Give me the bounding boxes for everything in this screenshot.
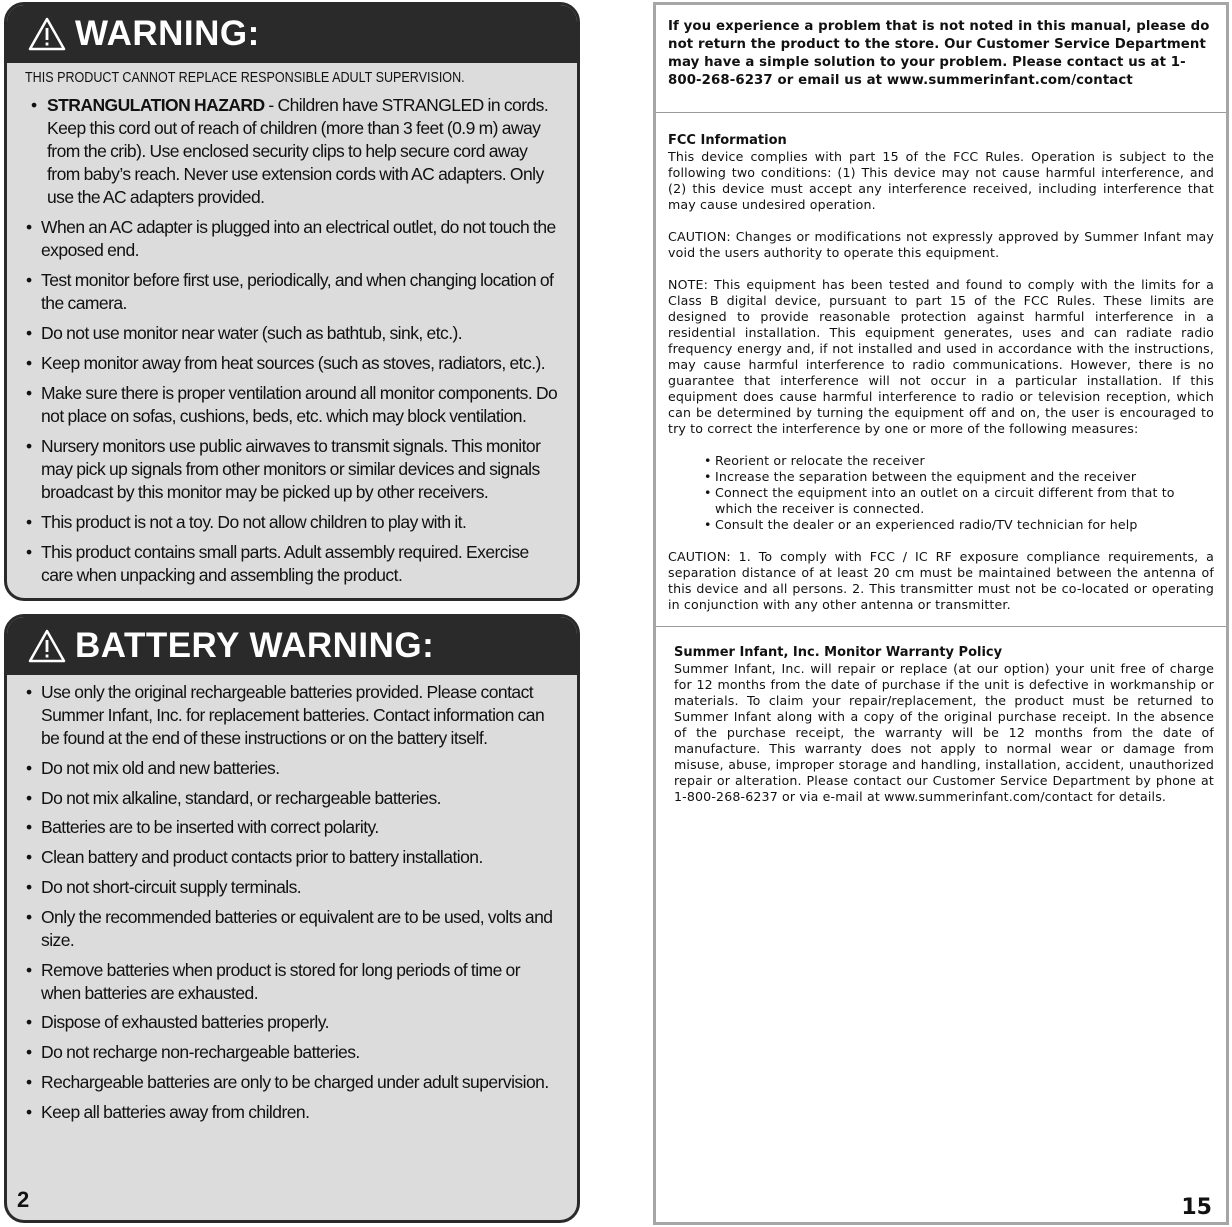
fcc-paragraph: This device complies with part 15 of the FCC Rules. Operation is subject to the following two conditions: (1) This device may not cause harmful interference, and (2) this device must accept any interference received, including interference that may cause undesired operation. (668, 149, 1214, 212)
fcc-title: FCC Information (668, 133, 787, 148)
fcc-rf-caution: CAUTION: 1. To comply with FCC / IC RF exposure compliance requirements, a separation distance of at least 20 cm must be maintained between the antenna of this device and all persons. 2. This transmitter must not be co-located or operating in conjunction with any other antenna or transmitter. (668, 549, 1214, 612)
battery-warning-header (7, 617, 577, 675)
list-item: • Reorient or relocate the receiver (702, 453, 1214, 469)
battery-warning-title: BATTERY WARNING: (75, 626, 435, 665)
list-item: • Batteries are to be inserted with correct polarity. (25, 816, 563, 839)
list-item: • Only the recommended batteries or equivalent are to be used, volts and size. (25, 906, 563, 952)
warning-box (4, 2, 580, 601)
fcc-measures-list (702, 453, 1214, 533)
warranty-section (656, 627, 1226, 805)
battery-warning-list (25, 681, 563, 1124)
list-item: • Connect the equipment into an outlet on a circuit different from that to which the receiver is connected. (702, 485, 1214, 517)
list-item: • Use only the original rechargeable batteries provided. Please contact Summer Infant, Inc. for replacement batteries. Contact information can be found at the end of these instructions or on the battery itself. (25, 681, 563, 750)
list-item: • Dispose of exhausted batteries properly. (25, 1011, 563, 1034)
list-item: • Make sure there is proper ventilation around all monitor components. Do not place on sofas, cushions, beds, etc. which may block ventilation. (25, 382, 563, 428)
page-number: 15 (1181, 1195, 1212, 1220)
warning-list (25, 94, 563, 587)
list-item: • Do not mix old and new batteries. (25, 757, 563, 780)
warranty-text: Summer Infant, Inc. will repair or replace (at our option) your unit free of charge for 12 months from the date of purchase if the unit is defective in workmanship or materials. To claim your repair/replacement, the product must be returned to Summer Infant along with a copy of the original purchase receipt. In the absence of the purchase receipt, the warranty will be 12 months from the date of manufacture. This warranty does not apply to normal wear or damage from misuse, abuse, improper storage and handling, installation, accident, unauthorized repair or alteration. Please contact our Customer Service Department by phone at 1-800-268-6237 or via e-mail at www.summerinfant.com/contact for details. (674, 661, 1214, 804)
strangulation-text: - Children have STRANGLED in cords. Keep this cord out of reach of children (more than 3 feet (0.9 m) away from the crib). Use enclosed security clips to help secure cord away from baby’s reach. Never use extension cords with AC adapters. Only use the AC adapters provided. (47, 95, 549, 207)
list-item: • Do not use monitor near water (such as bathtub, sink, etc.). (25, 322, 563, 345)
list-item: • Increase the separation between the equipment and the receiver (702, 469, 1214, 485)
strangulation-label: STRANGULATION HAZARD (47, 95, 265, 115)
fcc-caution: CAUTION: Changes or modifications not expressly approved by Summer Infant may void the users authority to operate this equipment. (668, 229, 1214, 260)
list-item: • Clean battery and product contacts prior to battery installation. (25, 846, 563, 869)
list-item: • When an AC adapter is plugged into an electrical outlet, do not touch the exposed end. (25, 216, 563, 262)
list-item (25, 94, 563, 209)
list-item: • Keep monitor away from heat sources (such as stoves, radiators, etc.). (25, 352, 563, 375)
list-item: • This product is not a toy. Do not allow children to play with it. (25, 511, 563, 534)
fcc-section (656, 113, 1226, 613)
customer-service-notice: If you experience a problem that is not noted in this manual, please do not return the product to the store. Our Customer Service Department may have a simple solution to your problem. Please contact us at 1-800-268-6237 or email us at www.summerinfant.com/contact (668, 19, 1210, 88)
list-item: • Keep all batteries away from children. (25, 1101, 563, 1124)
list-item: • Do not short-circuit supply terminals. (25, 876, 563, 899)
list-item: • Test monitor before first use, periodically, and when changing location of the camera. (25, 269, 563, 315)
right-page (653, 2, 1229, 1225)
warning-header (7, 5, 577, 63)
list-item: • This product contains small parts. Adult assembly required. Exercise care when unpacking and assembling the product. (25, 541, 563, 587)
list-item: • Do not recharge non-rechargeable batteries. (25, 1041, 563, 1064)
warning-title: WARNING: (75, 14, 260, 53)
warning-lead: THIS PRODUCT CANNOT REPLACE RESPONSIBLE ADULT SUPERVISION. (25, 70, 465, 86)
warning-triangle-icon (27, 16, 67, 52)
fcc-note: NOTE: This equipment has been tested and found to comply with the limits for a Class B digital device, pursuant to part 15 of the FCC Rules. These limits are designed to provide reasonable protection against harmful interference in a residential installation. This equipment generates, uses and can radiate radio frequency energy and, if not installed and used in accordance with the instructions, may cause harmful interference to radio communications. However, there is no guarantee that interference will not occur in a particular installation. If this equipment does cause harmful interference to radio or television reception, which can be determined by turning the equipment off and on, the user is encouraged to try to correct the interference by one or more of the following measures: (668, 277, 1214, 436)
list-item: • Rechargeable batteries are only to be charged under adult supervision. (25, 1071, 563, 1094)
page-number: 2 (17, 1187, 30, 1212)
list-item: • Remove batteries when product is stored for long periods of time or when batteries are exhausted. (25, 959, 563, 1005)
list-item: • Nursery monitors use public airwaves to transmit signals. This monitor may pick up signals from other monitors or similar devices and signals broadcast by this monitor may be picked up by other receivers. (25, 435, 563, 504)
warning-triangle-icon (27, 628, 67, 664)
list-item: • Consult the dealer or an experienced radio/TV technician for help (702, 517, 1214, 533)
list-item: • Do not mix alkaline, standard, or rechargeable batteries. (25, 787, 563, 810)
battery-warning-box (4, 614, 580, 1223)
warranty-title: Summer Infant, Inc. Monitor Warranty Policy (674, 645, 1003, 660)
